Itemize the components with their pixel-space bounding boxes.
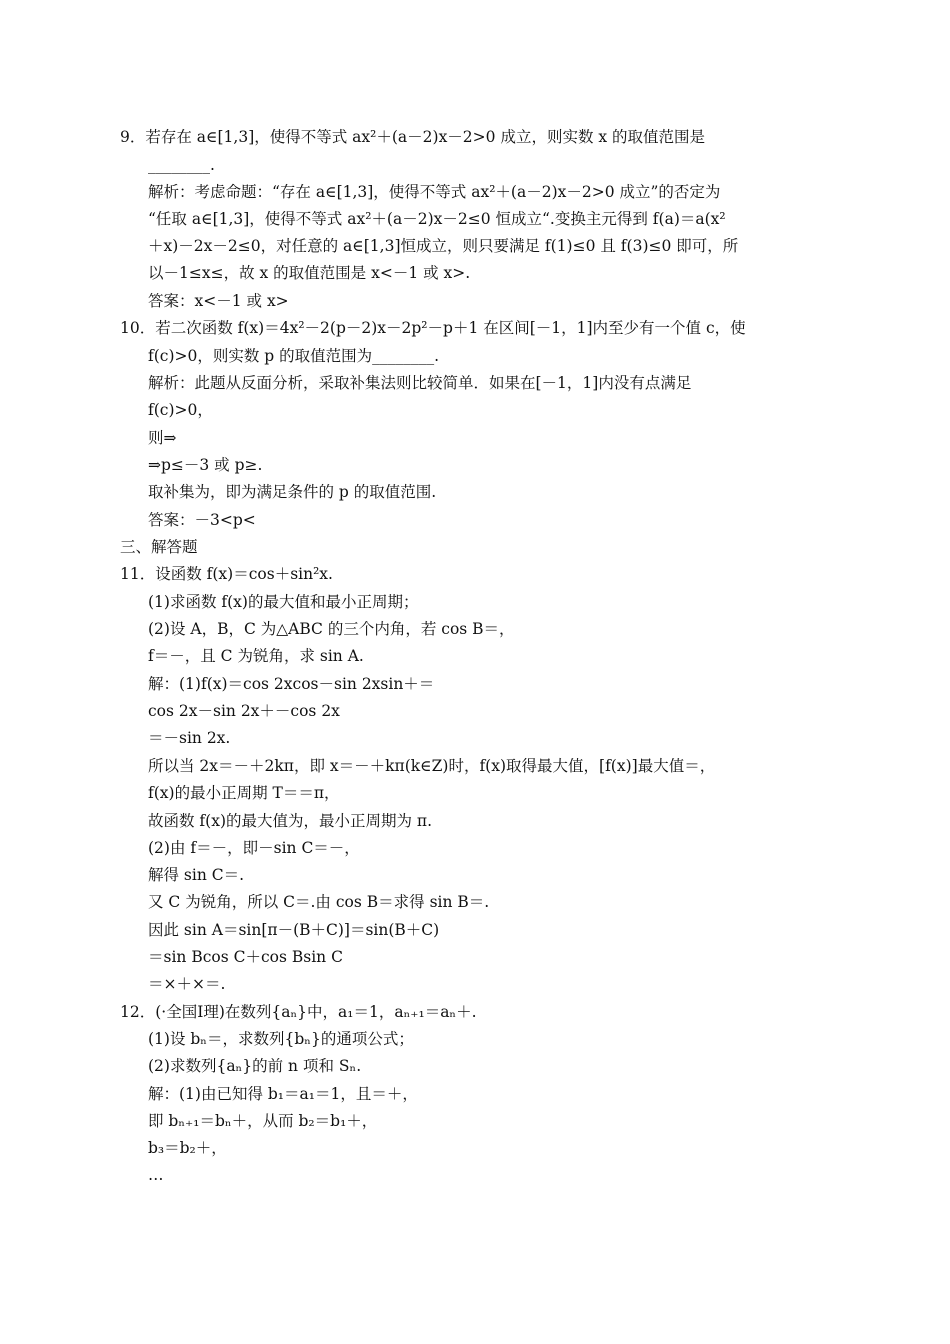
text-line: 12．(·全国Ⅰ理)在数列{aₙ}中，a₁＝1，aₙ₊₁＝aₙ＋. (120, 1003, 477, 1021)
text-line: (1)设 bₙ＝，求数列{bₙ}的通项公式； (148, 1030, 414, 1048)
text-line: (2)设 A，B，C 为△ABC 的三个内角，若 cos B＝， (148, 620, 515, 638)
text-line: 解得 sin C＝. (148, 866, 245, 884)
text-line: “任取 a∈[1,3]，使得不等式 ax²＋(a－2)x－2≤0 恒成立“.变换主元得到 f(a)＝a(x² (148, 210, 726, 228)
text-line: 又 C 为锐角，所以 C＝.由 cos B＝求得 sin B＝. (148, 893, 490, 911)
text-line: 即 bₙ₊₁＝bₙ＋，从而 b₂＝b₁＋， (148, 1112, 378, 1130)
text-line: cos 2x－sin 2x＋－cos 2x (148, 702, 340, 720)
text-line: 11．设函数 f(x)＝cos＋sin²x. (120, 565, 333, 583)
text-line: f(x)的最小正周期 T＝＝π， (148, 784, 340, 802)
text-line: ________. (148, 156, 215, 174)
text-line: f(c)>0，则实数 p 的取值范围为________. (148, 347, 440, 365)
text-line: f(c)>0， (148, 401, 213, 419)
text-line: 答案：－3<p< (148, 511, 256, 529)
text-line: 解析：此题从反面分析，采取补集法则比较简单．如果在[－1，1]内没有点满足 (148, 374, 692, 392)
text-line: (2)求数列{aₙ}的前 n 项和 Sₙ. (148, 1057, 362, 1075)
text-line: f＝－，且 C 为锐角，求 sin A. (148, 647, 364, 665)
text-line: 解：(1)由已知得 b₁＝a₁＝1，且＝＋， (148, 1085, 418, 1103)
text-line: 9．若存在 a∈[1,3]，使得不等式 ax²＋(a－2)x－2>0 成立，则实数 x 的取值范围是 (120, 128, 706, 146)
text-line: ＝×＋×＝. (148, 975, 226, 993)
text-line: (1)求函数 f(x)的最大值和最小正周期； (148, 593, 419, 611)
text-line: ＝sin Bcos C＋cos Bsin C (148, 948, 343, 966)
text-line: 则⇒ (148, 429, 177, 447)
text-line: b₃＝b₂＋， (148, 1139, 227, 1157)
text-line: … (148, 1166, 164, 1184)
text-line: 所以当 2x＝－＋2kπ，即 x＝－＋kπ(k∈Z)时，f(x)取得最大值，[f(x)]最大值＝， (148, 757, 716, 775)
text-line: 取补集为，即为满足条件的 p 的取值范围. (148, 483, 437, 501)
text-line: 故函数 f(x)的最大值为，最小正周期为 π. (148, 812, 433, 830)
text-line: (2)由 f＝－，即－sin C＝－， (148, 839, 360, 857)
text-line: ＋x)－2x－2≤0，对任意的 a∈[1,3]恒成立，则只要满足 f(1)≤0 且 f(3)≤0 即可，所 (148, 237, 739, 255)
text-line: 三、解答题 (120, 538, 198, 556)
text-line: 因此 sin A＝sin[π－(B＋C)]＝sin(B＋C) (148, 921, 440, 939)
text-line: ＝－sin 2x. (148, 729, 231, 747)
text-line: 解析：考虑命题：“存在 a∈[1,3]，使得不等式 ax²＋(a－2)x－2>0 成立”的否定为 (148, 183, 721, 201)
text-line: 解：(1)f(x)＝cos 2xcos－sin 2xsin＋＝ (148, 675, 435, 693)
text-line: 10．若二次函数 f(x)＝4x²－2(p－2)x－2p²－p＋1 在区间[－1，1]内至少有一个值 c，使 (120, 319, 746, 337)
text-line: 以－1≤x≤，故 x 的取值范围是 x<－1 或 x>. (148, 264, 471, 282)
text-line: 答案：x<－1 或 x> (148, 292, 289, 310)
text-line: ⇒p≤－3 或 p≥. (148, 456, 263, 474)
